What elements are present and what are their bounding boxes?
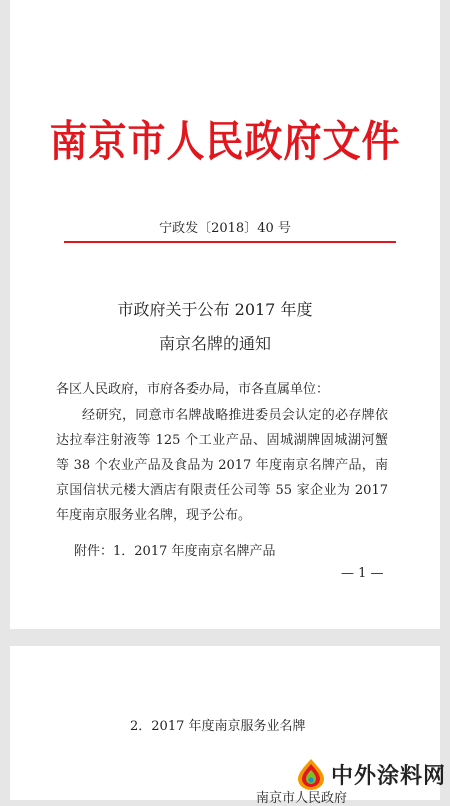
document-number: 宁政发〔2018〕40 号: [159, 221, 291, 236]
document-header-title: 南京市人民政府文件: [49, 116, 401, 167]
red-header-rule: [64, 241, 396, 243]
page-number: — 1 —: [341, 566, 384, 581]
notice-title-line-1: 市政府关于公布 2017 年度: [117, 300, 313, 319]
salutation: 各区人民政府，市府各委办局，市各直属单位：: [56, 382, 330, 397]
droplet-logo-icon: [296, 758, 326, 790]
notice-title-line-2: 南京名牌的通知: [158, 334, 271, 353]
attachment-2: 2．2017 年度南京服务业名牌: [130, 719, 306, 734]
watermark: [296, 755, 446, 793]
body-paragraph: 经研究，同意市名牌战略推进委员会认定的必存牌依达拉奉注射液等 125 个工业产品、固城湖牌固城湖河蟹等 38 个农业产品及食品为 2017 年度南京名牌产品，南京国信状元楼大酒店有限责任公司等 55 家企业为 2017 年度南京服务业名牌，现予公布。: [56, 408, 388, 523]
signature-issuer: 南京市人民政府: [256, 791, 348, 806]
attachment-1: 附件：1．2017 年度南京名牌产品: [74, 544, 276, 559]
watermark-text: 中外涂料网: [331, 763, 447, 789]
